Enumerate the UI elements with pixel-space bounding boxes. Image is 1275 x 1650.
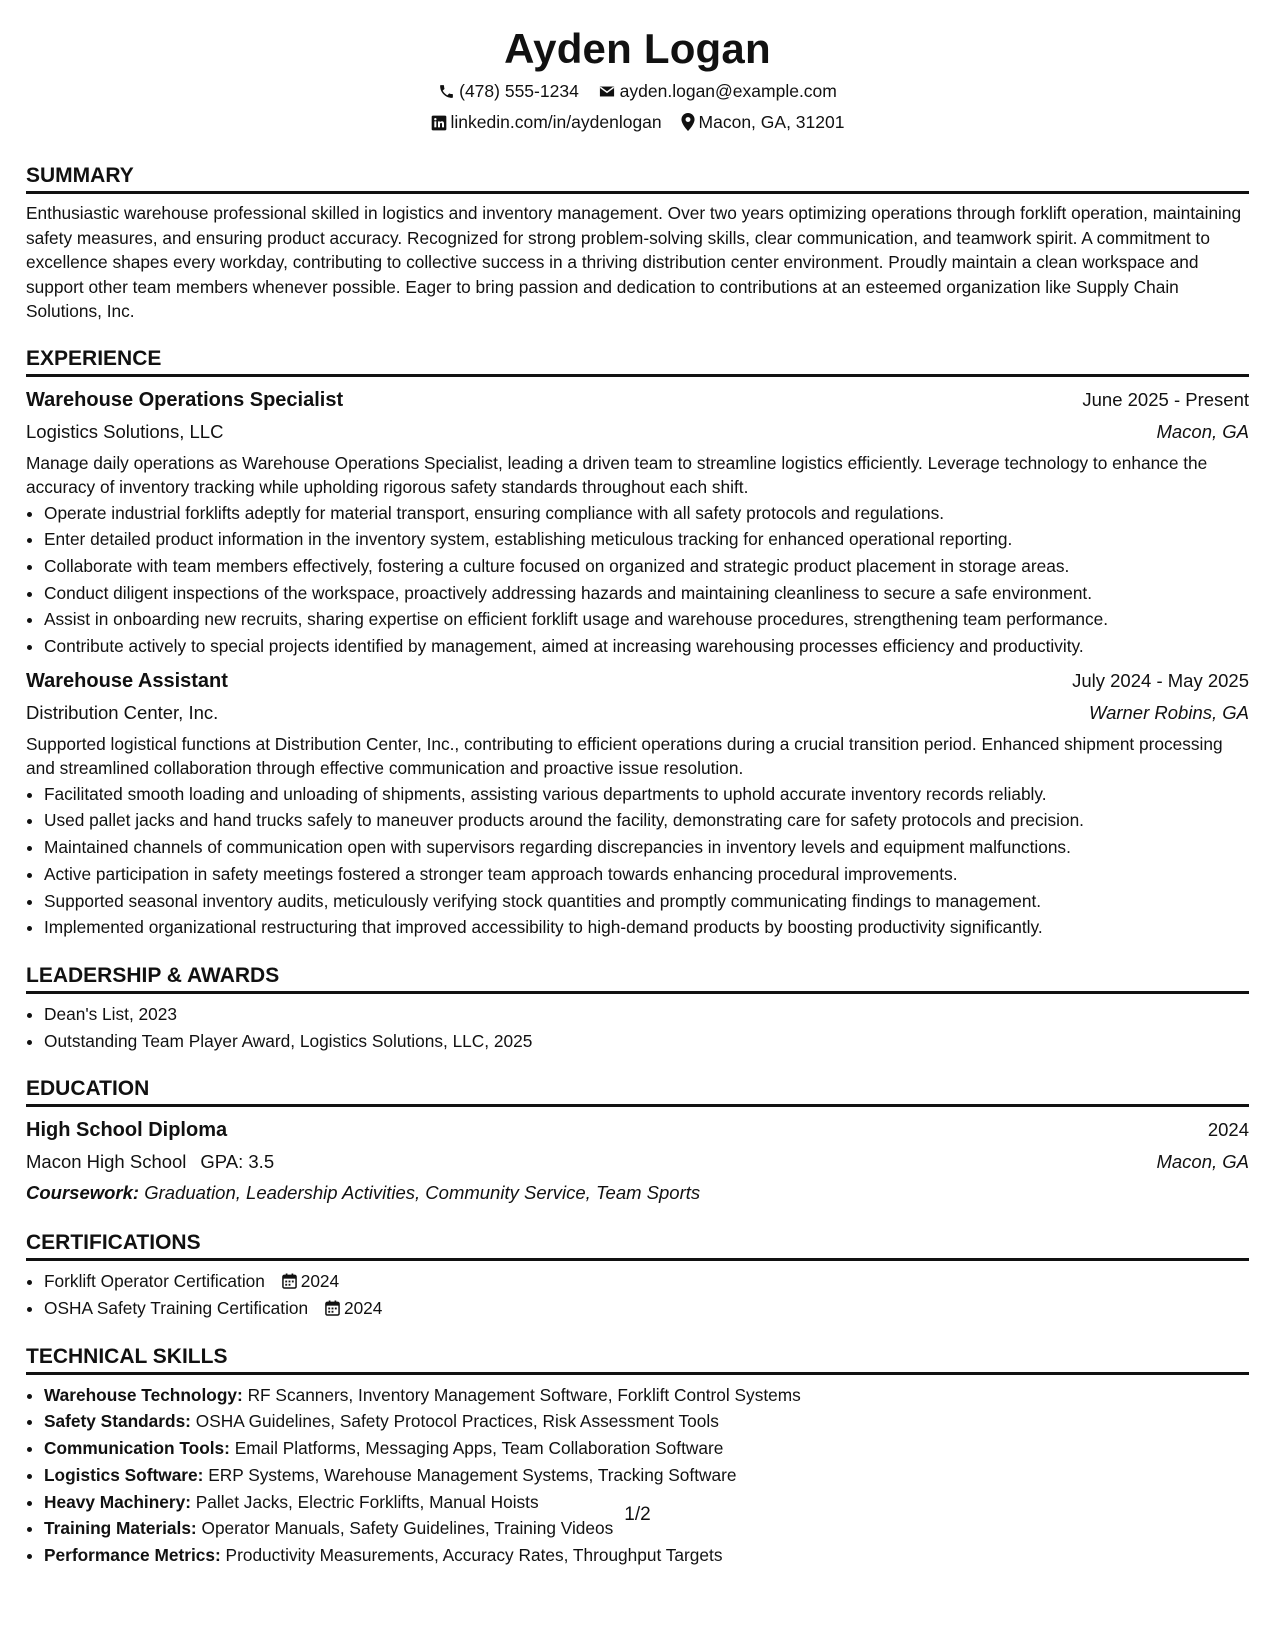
job-dates: June 2025 - Present [1082, 388, 1249, 410]
contact-row-2 [26, 107, 1249, 138]
skills-list [26, 1382, 1249, 1569]
phone-icon [438, 83, 455, 100]
linkedin-text: linkedin.com/in/aydenlogan [450, 112, 662, 132]
education-header-row [26, 1114, 1249, 1146]
coursework-text: Graduation, Leadership Activities, Community Service, Team Sports [144, 1182, 701, 1204]
job-description: Supported logistical functions at Distribution Center, Inc., contributing to efficient operations during a crucial transition period. Enhanced shipment processing and streamlined collaboration through effective communication and proactive issue resolution. [26, 733, 1223, 779]
map-marker-icon [681, 113, 695, 131]
list-item: • Outstanding Team Player Award, Logistics Solutions, LLC, 2025 [44, 1028, 1249, 1055]
resume-page [26, 0, 1249, 1569]
certification-date [325, 1295, 382, 1322]
education-year: 2024 [1207, 1119, 1249, 1141]
skill-name: Training Materials: [44, 1518, 197, 1539]
section-title-awards: LEADERSHIP & AWARDS [26, 955, 1249, 994]
skill-value: ERP Systems, Warehouse Management Systems, Tracking Software [208, 1464, 737, 1485]
skill-name: Communication Tools: [44, 1438, 230, 1459]
location-text: Macon, GA, 31201 [698, 112, 845, 132]
list-item: • Active participation in safety meetings fostered a stronger team approach towards enhancing procedural improvements. [44, 861, 1249, 888]
skill-name: Warehouse Technology: [44, 1384, 243, 1405]
certification-year: 2024 [343, 1298, 383, 1319]
awards-section [26, 955, 1249, 1054]
skill-value: Email Platforms, Messaging Apps, Team Collaboration Software [234, 1438, 724, 1459]
page-number: 1/2 [624, 1504, 651, 1525]
job-header-row [26, 384, 1249, 416]
education-coursework [26, 1178, 1249, 1208]
job-company: Distribution Center, Inc. [26, 701, 219, 723]
skill-name: Safety Standards: [44, 1411, 191, 1432]
job-entry [26, 384, 1249, 660]
skills-section [26, 1336, 1249, 1569]
job-dates: July 2024 - May 2025 [1072, 669, 1249, 691]
experience-section [26, 338, 1249, 941]
candidate-name: Ayden Logan [504, 25, 771, 72]
education-location: Macon, GA [1156, 1151, 1249, 1173]
list-item: • Contribute actively to special projects identified by management, aimed at increasing warehousing processes efficiency and productivity. [44, 633, 1249, 660]
skill-value: OSHA Guidelines, Safety Protocol Practices, Risk Assessment Tools [195, 1411, 719, 1432]
job-header-row [26, 665, 1249, 697]
certification-name: OSHA Safety Training Certification [44, 1298, 309, 1319]
certifications-list [26, 1268, 1249, 1321]
skill-value: Pallet Jacks, Electric Forklifts, Manual Hoists [195, 1491, 539, 1512]
skill-value: Productivity Measurements, Accuracy Rates, Throughput Targets [225, 1544, 723, 1565]
list-item: • Maintained channels of communication open with supervisors regarding discrepancies in inventory levels and equipment malfunctions. [44, 834, 1249, 861]
skill-value: Operator Manuals, Safety Guidelines, Training Videos [201, 1518, 614, 1539]
job-location: Macon, GA [1156, 420, 1249, 442]
section-title-education: EDUCATION [26, 1068, 1249, 1107]
list-item: • Supported seasonal inventory audits, meticulously verifying stock quantities and promptly communicating findings to management. [44, 888, 1249, 915]
job-company-row [26, 416, 1249, 448]
job-bullets [26, 781, 1249, 941]
resume-header [26, 0, 1249, 138]
section-title-skills: TECHNICAL SKILLS [26, 1336, 1249, 1375]
list-item [44, 1295, 1249, 1322]
list-item: • Enter detailed product information in the inventory system, establishing meticulous tracking for enhanced operational reporting. [44, 526, 1249, 553]
skill-item [44, 1462, 1249, 1489]
certifications-section [26, 1222, 1249, 1321]
job-company: Logistics Solutions, LLC [26, 420, 224, 442]
list-item: • Dean's List, 2023 [44, 1001, 1249, 1028]
skill-item [44, 1435, 1249, 1462]
certification-date [282, 1268, 339, 1295]
skill-item [44, 1382, 1249, 1409]
section-title-certifications: CERTIFICATIONS [26, 1222, 1249, 1261]
summary-text: Enthusiastic warehouse professional skilled in logistics and inventory management. Over two years optimizing operations through forklift operation, maintaining safety measures, and ensuring product accuracy. Recognized for strong problem-solving skills, clear communication, and teamwork spirit. A commitment to excellence shapes every workday, contributing to collective success in a thriving distribution center environment. Proudly maintain a clean workspace and support other team members whenever possible. Eager to bring passion and dedication to contributions at an esteemed organization like Supply Chain Solutions, Inc. [26, 203, 1242, 321]
education-degree: High School Diploma [26, 1119, 228, 1142]
skill-name: Performance Metrics: [44, 1544, 221, 1565]
job-entry [26, 665, 1249, 941]
job-title: Warehouse Assistant [26, 669, 228, 692]
list-item: • Operate industrial forklifts adeptly for material transport, ensuring compliance with all safety protocols and regulations. [44, 500, 1249, 527]
awards-list [26, 1001, 1249, 1054]
summary-section [26, 155, 1249, 324]
education-school: Macon High School [26, 1151, 187, 1173]
education-gpa: GPA: 3.5 [200, 1151, 275, 1173]
job-description: Manage daily operations as Warehouse Operations Specialist, leading a driven team to streamline logistics efficiently. Leverage technology to enhance the accuracy of inventory tracking while upholding rigorous safety standards throughout each shift. [26, 452, 1208, 497]
contact-email[interactable] [598, 76, 837, 107]
section-title-experience: EXPERIENCE [26, 338, 1249, 377]
job-title: Warehouse Operations Specialist [26, 388, 344, 411]
list-item [44, 1268, 1249, 1295]
certification-year: 2024 [300, 1271, 340, 1292]
calendar-icon [325, 1300, 340, 1316]
education-school-row [26, 1146, 1249, 1178]
list-item: • Assist in onboarding new recruits, sharing expertise on efficient forklift usage and warehouse procedures, strengthening team performance. [44, 606, 1249, 633]
email-text: ayden.logan@example.com [619, 81, 837, 101]
calendar-icon [282, 1273, 297, 1289]
skill-item [44, 1542, 1249, 1569]
skill-value: RF Scanners, Inventory Management Software, Forklift Control Systems [247, 1384, 801, 1405]
envelope-icon [598, 83, 616, 100]
list-item: • Collaborate with team members effectively, fostering a culture focused on organized and strategic product placement in storage areas. [44, 553, 1249, 580]
section-title-summary: SUMMARY [26, 155, 1249, 194]
skill-name: Heavy Machinery: [44, 1491, 191, 1512]
contact-phone [438, 76, 579, 107]
coursework-label: Coursework: [26, 1182, 140, 1204]
job-location: Warner Robins, GA [1088, 701, 1249, 723]
certification-name: Forklift Operator Certification [44, 1271, 265, 1292]
contact-linkedin[interactable] [431, 107, 662, 138]
education-school-wrap [26, 1146, 274, 1178]
job-company-row [26, 697, 1249, 729]
job-bullets [26, 500, 1249, 660]
linkedin-icon [431, 115, 447, 131]
skill-item [44, 1408, 1249, 1435]
list-item: • Facilitated smooth loading and unloading of shipments, assisting various departments to uphold accurate inventory records reliably. [44, 781, 1249, 808]
phone-text: (478) 555-1234 [459, 81, 579, 101]
skill-name: Logistics Software: [44, 1464, 204, 1485]
list-item: • Conduct diligent inspections of the workspace, proactively addressing hazards and maintaining cleanliness to secure a safe environment. [44, 580, 1249, 607]
education-section [26, 1068, 1249, 1208]
list-item: • Used pallet jacks and hand trucks safely to maneuver products around the facility, demonstrating care for safety protocols and precision. [44, 807, 1249, 834]
list-item: • Implemented organizational restructuring that improved accessibility to high-demand products by boosting productivity significantly. [44, 914, 1249, 941]
contact-location [681, 107, 845, 138]
contact-row-1 [26, 76, 1249, 107]
